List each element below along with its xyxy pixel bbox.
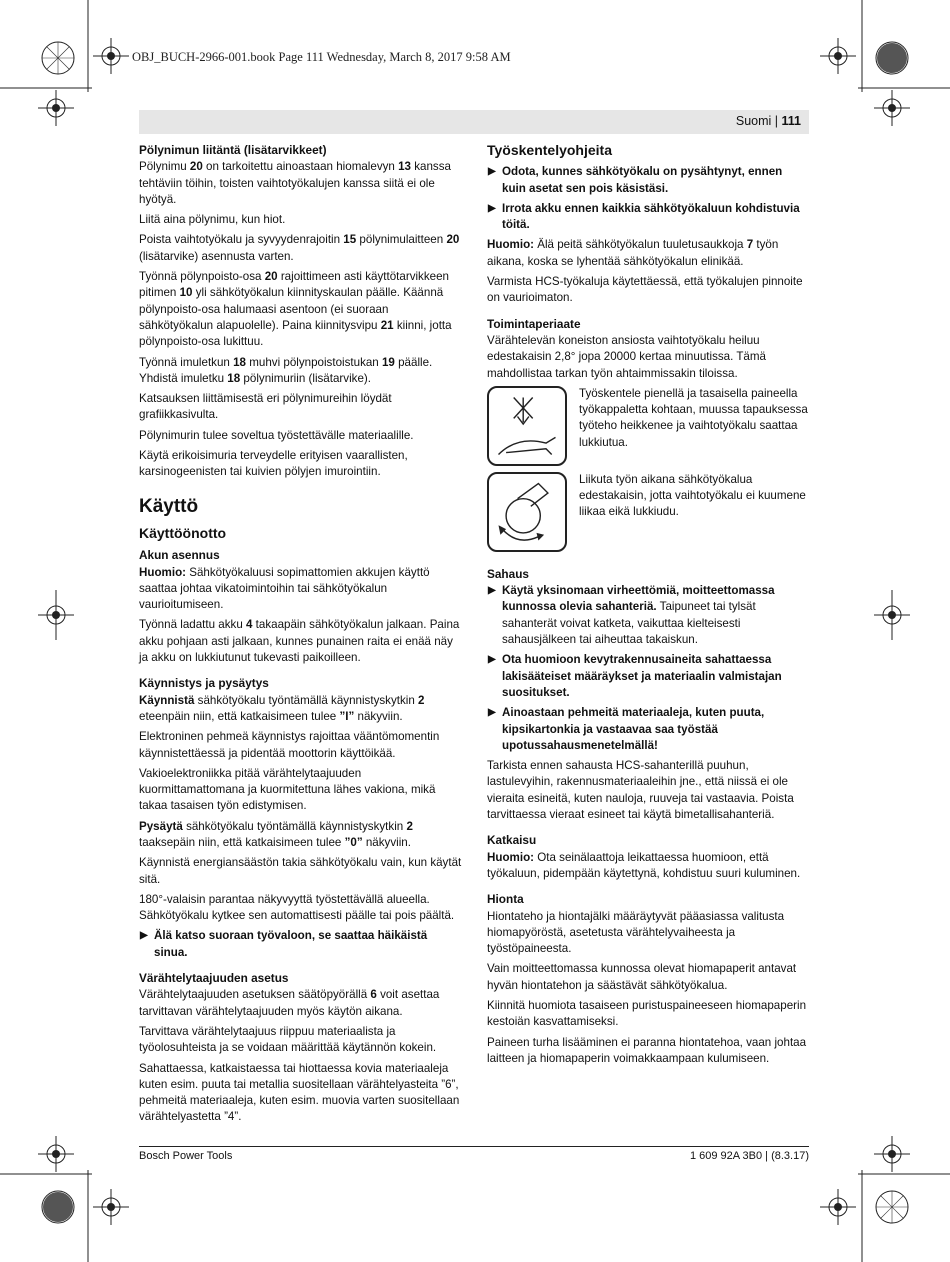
footer-brand: Bosch Power Tools [139, 1150, 233, 1162]
arrow-icon: ▶ [488, 654, 496, 666]
sand-title: Hionta [487, 892, 524, 907]
sand-p3: Kiinnitä huomiota tasaiseen puristuspaineeseen hiomapaperin kestoiän kasvattamiseksi. [487, 998, 807, 1029]
figure-row-1 [487, 386, 809, 466]
figure-text-1: Työskentele pienellä ja tasaisella paineella työkappaletta kohtaan, muussa tapauksessa työteho heikkenee ja vaihtotyökalu saattaa lukkiutua. [579, 386, 808, 449]
footer-docnumber: 1 609 92A 3B0 | (8.3.17) [689, 1150, 809, 1162]
arrow-icon: ▶ [488, 166, 496, 178]
sand-p4: Paineen turha lisääminen ei paranna hiontatehoa, vaan johtaa laitteen ja hiomapaperin voimakkaampaan kulumiseen. [487, 1035, 807, 1065]
arrow-icon: ▶ [488, 202, 496, 214]
dust-p4: Työnnä pölynpoisto-osa 20 rajoittimeen asti käyttötarvikkeen pitimen 10 yli sähkötyökalun kiinnityskaulan päälle. Käännä pölynpoisto-osa halumaasi asentoon (ei suoraan sähkötyökalun alapuolelle). Paina kiinnitysvipu 21 kiinni, jotta pölynpoisto-osa lukittuu. [139, 270, 452, 349]
onoff-p6: 180°-valaisin parantaa näkyvyyttä työstettävällä alueella. Sähkötyökalu kytkee sen automattisesti päälle tai pois päältä. [139, 892, 455, 923]
arrow-icon: ▶ [140, 930, 148, 942]
freq-p1: Värähtelytaajuuden asetuksen säätöpyörällä 6 voit asettaa tarvittavan värähtelytaajuuden myös käytön aikana. [139, 988, 440, 1018]
onoff-p2: Elektroninen pehmeä käynnistys rajoittaa vääntömomentin käynnistettäessä ja pidentää moottorin käyttöikää. [139, 730, 440, 760]
dust-p8: Käytä erikoisimuria terveydelle erityisen vaarallisten, karsinogeenisten tai kuivien pölyjen imurointiin. [139, 449, 408, 479]
saw-warning-3: ▶ Ainoastaan pehmeitä materiaaleja, kuten puuta, kipsikartonkia ja vastaavaa saa työstää upotussahausmenetelmällä! [488, 706, 765, 752]
onoff-title: Käynnistys ja pysäytys [139, 676, 269, 691]
dust-p6: Katsauksen liittämisestä eri pölynimureihin löydät grafiikkasivulta. [139, 392, 392, 422]
principle-p1: Värähtelevän koneiston ansiosta vaihtotyökalu heiluu edestakaisin 2,8° jopa 20000 kertaa minuutissa. Tämä mahdollistaa tarkan työn ahtaimmissakin tiloissa. [487, 333, 766, 380]
left-column [139, 142, 462, 1130]
onoff-p4: Pysäytä sähkötyökalu työntämällä käynnistyskytkin 2 taaksepäin niin, että katkaisimeen tulee ”0” näkyviin. [139, 819, 413, 849]
tips-hcs: Varmista HCS-työkaluja käytettäessä, että työkalujen pinnoite on vaurioimaton. [487, 275, 803, 305]
dust-p5: Työnnä imuletkun 18 muhvi pölynpoistoistukan 19 päälle. Yhdistä imuletku 18 pölynimuriin (lisätarvike). [139, 355, 433, 385]
onoff-warning: ▶ Älä katso suoraan työvaloon, se saattaa häikäistä sinua. [140, 929, 428, 959]
battery-title: Akun asennus [139, 548, 220, 563]
saw-warning-1: ▶ Käytä yksinomaan virheettömiä, moitteettomassa kunnossa olevia sahanteriä. Taipuneet tai tylsät sahanterät voivat katketa, vaikuttaa kielteisesti sahausjälkeen tai aiheuttaa takaiskun. [488, 584, 775, 647]
dust-p3: Poista vaihtotyökalu ja syvyydenrajoitin 15 pölynimulaitteen 20 (lisätarvike) asennusta varten. [139, 233, 460, 263]
footer-rule [139, 1146, 809, 1147]
cut-title: Katkaisu [487, 833, 537, 848]
freq-p2: Tarvittava värähtelytaajuus riippuu materiaalista ja työolosuhteista ja se voidaan määrittää käytännön kokein. [139, 1024, 437, 1055]
printer-slug: OBJ_BUCH-2966-001.book Page 111 Wednesday, March 8, 2017 9:58 AM [132, 50, 511, 64]
dust-p1: Pölynimu 20 on tarkoitettu ainoastaan hiomalevyn 13 kanssa tehtäviin töihin, toisten vaihtotyökalujen kanssa siitä ei ole hyötyä. [139, 160, 451, 206]
battery-p2: Työnnä ladattu akku 4 takaapäin sähkötyökalun jalkaan. Paina akku pohjaan asti jalkaan, kunnes punainen raita ei enää näy ja akku on lukkiutunut tukevasti paikoilleen. [139, 618, 460, 665]
tips-warning-1: ▶ Odota, kunnes sähkötyökalu on pysähtynyt, ennen kuin asetat sen pois käsistäsi. [488, 165, 783, 195]
arrow-icon: ▶ [488, 707, 496, 719]
principle-title: Toimintaperiaate [487, 316, 581, 331]
no-pressure-illustration [487, 386, 567, 466]
dust-p7: Pölynimurin tulee soveltua työstettävälle materiaalille. [139, 428, 414, 442]
sand-p1: Hiontateho ja hiontajälki määräytyvät pääasiassa valitusta hiomapyöröstä, asetetusta värähtelyvaiheesta ja työstöpaineesta. [487, 909, 785, 956]
tips-title: Työskentelyohjeita [487, 142, 613, 158]
onoff-p3: Vakioelektroniikka pitää värähtelytaajuuden kuormittamattomana ja kuormitettuna lähes vakiona, mikä takaa tasaisen työn edistymisen. [139, 766, 436, 813]
saw-warning-2: ▶ Ota huomioon kevytrakennusaineita sahattaessa lakisääteiset määräykset ja materiaalin valmistajan suositukset. [488, 653, 782, 699]
battery-p1: Huomio: Sähkötyökaluusi sopimattomien akkujen käyttö saattaa johtaa vikatoimintoihin tai sähkötyökalun vaurioitumiseen. [139, 565, 430, 612]
cut-p1: Huomio: Ota seinälaattoja leikattaessa huomioon, että työkaluun, pidempään käytettynä, kohdistuu suuri kuluminen. [487, 850, 801, 880]
startup-title: Käyttöönotto [139, 524, 227, 541]
page-number-label: Suomi | 111 [735, 114, 801, 128]
right-column [487, 142, 809, 1071]
page-header [139, 110, 809, 134]
use-title: Käyttö [139, 495, 199, 517]
saw-title: Sahaus [487, 566, 529, 581]
figure-text-2: Liikuta työn aikana sähkötyökalua edestakaisin, jotta vaihtotyökalu ei kuumene liikaa eikä lukkiudu. [579, 472, 806, 519]
figure-row-2 [487, 472, 809, 552]
sand-p2: Vain moitteettomassa kunnossa olevat hiomapaperit antavat hyvän hiontatehon ja säästävät sähkötyökalua. [487, 962, 797, 992]
freq-p3: Sahattaessa, katkaistaessa tai hiottaessa kovia materiaaleja kuten esim. puuta tai metallia suositellaan värähtelyasteita ”6”, pehmeitä materiaaleja, kuten esim. muovia varten suositellaan värähtelyastetta ”4”. [139, 1061, 460, 1124]
arrow-icon: ▶ [488, 585, 496, 597]
saw-p1: Tarkista ennen sahausta HCS-sahanterillä puuhun, lastulevyihin, rakennusmateriaaleihin jne., että niissä ei ole vieraita esineitä, kuten nauloja, ruuveja tai vastaavia. Poista tarvittaessa vieraat esineet tai käytä bimetallisahanteriä. [487, 759, 794, 822]
onoff-p1: Käynnistä sähkötyökalu työntämällä käynnistyskytkin 2 eteenpäin niin, että katkaisimeen tulee ”I” näkyviin. [139, 693, 425, 723]
onoff-p5: Käynnistä energiansäästön takia sähkötyökalu vain, kun käytät sitä. [139, 856, 462, 886]
back-and-forth-illustration [487, 472, 567, 552]
tips-warning-2: ▶ Irrota akku ennen kaikkia sähkötyökaluun kohdistuvia töitä. [488, 201, 800, 232]
dust-title: Pölynimun liitäntä (lisätarvikkeet) [139, 143, 327, 157]
freq-title: Värähtelytaajuuden asetus [139, 971, 289, 986]
dust-p2: Liitä aina pölynimu, kun hiot. [139, 213, 286, 227]
tips-note: Huomio: Älä peitä sähkötyökalun tuuletusaukkoja 7 työn aikana, koska se lyhentää sähkötyökalun elinikää. [487, 238, 779, 268]
